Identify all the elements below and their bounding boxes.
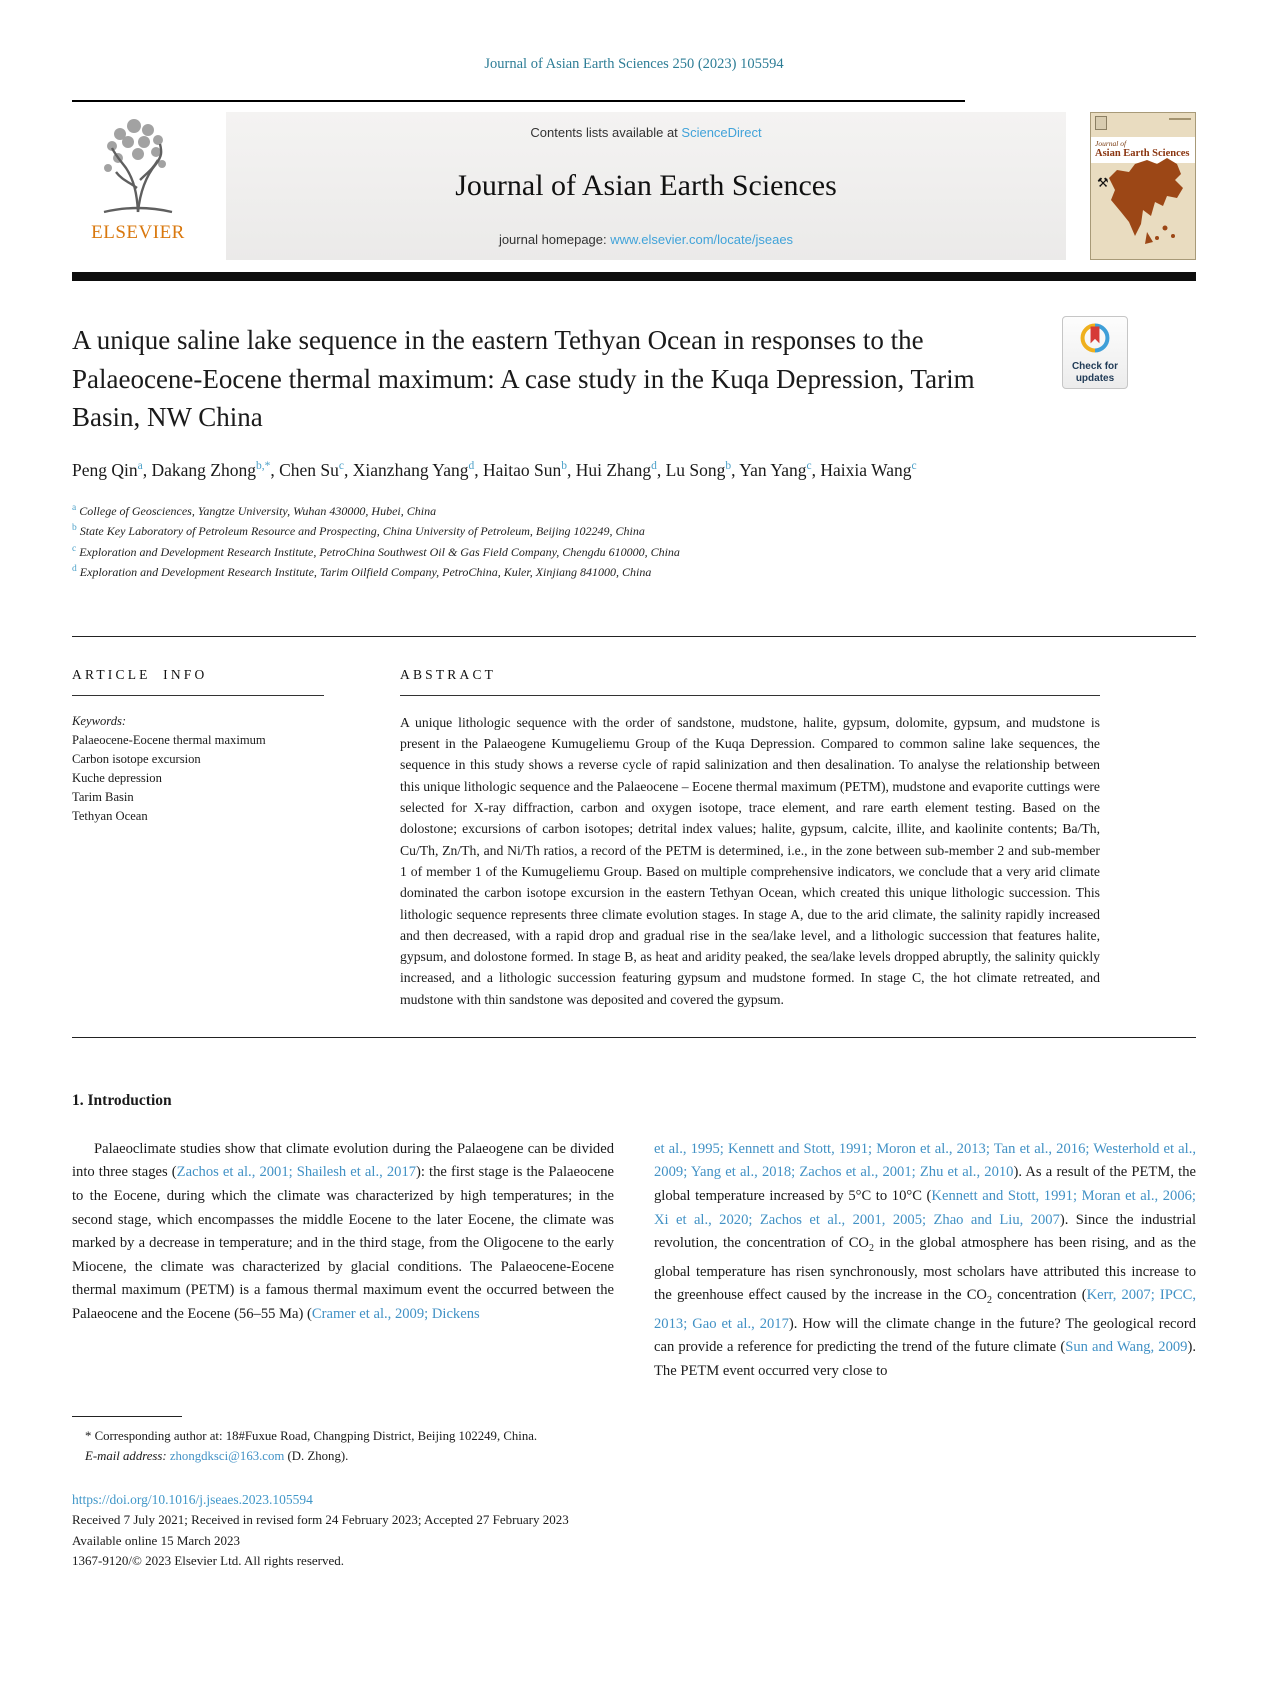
abstract-column xyxy=(400,667,1100,1037)
article-footer xyxy=(72,1490,1196,1572)
cover-issue-strip xyxy=(1169,118,1191,120)
author-name: Chen Su xyxy=(279,460,339,481)
received-dates: Received 7 July 2021; Received in revised form 24 February 2023; Accepted 27 February 2023 xyxy=(72,1512,569,1528)
section-divider xyxy=(72,1037,1196,1038)
affiliation xyxy=(72,561,1196,582)
author: Chen Su$^c$, xyxy=(279,460,349,481)
author: Peng Qin$^a$, xyxy=(72,460,148,481)
affiliation-text: Exploration and Development Research Institute, PetroChina Southwest Oil & Gas Field Company, Chengdu 610000, China xyxy=(79,544,680,559)
homepage-line xyxy=(236,232,1056,247)
citation-link[interactable]: Zachos et al., 2001; Shailesh et al., 2017 xyxy=(176,1164,417,1181)
homepage-prefix: journal homepage: xyxy=(498,232,611,247)
author: Haitao Sun$^b$, xyxy=(482,460,572,481)
keyword: Kuche depression xyxy=(72,770,162,785)
affiliation xyxy=(72,541,1196,562)
email-label: E-mail address: xyxy=(85,1448,167,1463)
author-name: Haixia Wang xyxy=(820,460,912,481)
keyword: Tarim Basin xyxy=(72,789,134,804)
author-superscript: c xyxy=(911,460,917,473)
journal-title: Journal of Asian Earth Sciences xyxy=(455,169,837,202)
author-name: Lu Song xyxy=(665,460,726,481)
citation-link[interactable]: Kerr, 2007; IPCC, 2013; Gao et al., 2017 xyxy=(654,1287,1196,1332)
author-name: Haitao Sun xyxy=(482,460,562,481)
email-line xyxy=(85,1446,1196,1466)
masthead-banner xyxy=(226,112,1066,260)
affiliation-text: College of Geosciences, Yangtze University, Wuhan 430000, Hubei, China xyxy=(79,503,437,518)
elsevier-logo[interactable] xyxy=(72,112,204,260)
author-superscript: b,* xyxy=(255,460,271,473)
author xyxy=(820,460,916,480)
elsevier-tree-icon xyxy=(90,112,186,221)
author-superscript: d xyxy=(468,460,475,473)
author-superscript: b xyxy=(725,460,732,473)
citation-link[interactable]: et al., 1995; Kennett and Stott, 1991; Moron et al., 2013; Tan et al., 2016; Westerhold et al., 2009; Yang et al., 2018; Zachos et al., 2001; Zhu et al., 2010 xyxy=(654,1140,1196,1181)
info-abstract-section xyxy=(72,667,1196,1037)
article-title: A unique saline lake sequence in the eastern Tethyan Ocean in responses to the Palaeocene-Eocene thermal maximum: A case study in the Kuqa Depression, Tarim Basin, NW China xyxy=(72,325,975,432)
keyword: Tethyan Ocean xyxy=(72,808,148,823)
email-link[interactable]: zhongdksci@163.com xyxy=(169,1448,285,1463)
elsevier-wordmark: ELSEVIER xyxy=(91,222,185,243)
keyword: Carbon isotope excursion xyxy=(72,751,201,766)
affiliation-superscript: b xyxy=(72,523,77,534)
author-superscript: c xyxy=(338,460,345,473)
footnote-divider xyxy=(72,1416,182,1417)
citation-link[interactable]: Sun and Wang, 2009 xyxy=(1065,1339,1188,1356)
crossed-hammers-icon: ⚒ xyxy=(1097,175,1109,190)
author-superscript: d xyxy=(651,460,657,473)
author-superscript: b xyxy=(561,460,567,473)
journal-homepage-link[interactable]: www.elsevier.com/locate/jseaes xyxy=(610,232,794,247)
author-name: Xianzhang Yang xyxy=(352,460,469,481)
affiliation-list xyxy=(72,500,1196,582)
affiliation-superscript: a xyxy=(72,502,77,513)
copyright-line: 1367-9120/© 2023 Elsevier Ltd. All rights reserved. xyxy=(72,1553,344,1569)
intro-paragraph-col2: et al., 1995; Kennett and Stott, 1991; Moron et al., 2013; Tan et al., 2016; Westerhold et al., 2009; Yang et al., 2018; Zachos et al., 2001; Zhu et al., 2010). As a result of the PETM, the global temperature increased by 5°C to 10°C (Kennett and Stott, 1991; Moran et al., 2006; Xi et al., 2020; Zachos et al., 2001, 2005; Zhao and Liu, 2007). Since the industrial revolution, the concentration of $CO_2$ in the global atmosphere has been rising, and as the global temperature has risen synchronously, most scholars have attributed this increase to the greenhouse effect caused by the increase in the $CO_2$ concentration (Kerr, 2007; IPCC, 2013; Gao et al., 2017). How will the climate change in the future? The geological record can provide a reference for predicting the trend of the future climate (Sun and Wang, 2009). The PETM event occurred very close to xyxy=(654,1140,1196,1379)
keywords-label: Keywords: xyxy=(72,713,127,728)
introduction-heading: 1. Introduction xyxy=(72,1091,172,1109)
cover-journal-of: Journal of xyxy=(1095,139,1127,148)
email-suffix: (D. Zhong). xyxy=(284,1448,349,1463)
badge-label-line2: updates xyxy=(1075,372,1115,384)
check-for-updates-badge[interactable] xyxy=(1062,316,1128,389)
contents-prefix: Contents lists available at xyxy=(530,125,682,140)
contents-line xyxy=(236,125,1056,140)
keyword: Palaeocene-Eocene thermal maximum xyxy=(72,732,266,747)
thick-divider xyxy=(72,272,1196,281)
introduction-body xyxy=(72,1138,1196,1384)
badge-label-line1: Check for xyxy=(1071,361,1119,372)
author-name: Hui Zhang xyxy=(575,460,652,481)
affiliation-superscript: c xyxy=(72,543,77,554)
author-superscript: c xyxy=(806,460,812,473)
header-citation: Journal of Asian Earth Sciences 250 (2023) 105594 xyxy=(484,56,784,72)
author: Dakang Zhong$^{b,*}$, xyxy=(151,460,275,481)
author-list xyxy=(72,454,1002,485)
author-name: Peng Qin xyxy=(72,460,138,481)
masthead xyxy=(72,112,1196,260)
affiliation xyxy=(72,520,1196,541)
author: Xianzhang Yang$^d$, xyxy=(352,460,479,481)
cover-title: Asian Earth Sciences xyxy=(1095,148,1190,159)
author: Hui Zhang$^d$, xyxy=(575,460,662,481)
author-superscript: a xyxy=(137,460,143,473)
journal-cover-thumbnail[interactable] xyxy=(1090,112,1196,260)
cover-elsevier-mark xyxy=(1095,116,1107,130)
abstract-heading: ABSTRACT xyxy=(400,666,497,682)
citation-link[interactable]: Kennett and Stott, 1991; Moran et al., 2006; Xi et al., 2020; Zachos et al., 2001, 2005; Zhao and Liu, 2007 xyxy=(654,1188,1196,1228)
author-name: Dakang Zhong xyxy=(151,460,256,481)
asia-map xyxy=(1093,148,1193,257)
available-online: Available online 15 March 2023 xyxy=(72,1532,240,1548)
affiliation-superscript: d xyxy=(72,564,77,575)
abstract-text: A unique lithologic sequence with the order of sandstone, mudstone, halite, gypsum, dolomite, gypsum, and mudstone is present in the Palaeogene Kumugeliemu Group of the Kuqa Depression. Compared to common saline lake sequences, the sequence in this study shows a reverse cycle of rapid salinization and then desalination. To analyse the relationship between this unique lithologic sequence and the Palaeocene – Eocene thermal maximum (PETM), mudstone and evaporite cuttings were selected for X-ray diffraction, carbon and oxygen isotope, trace element, and rare earth element testing. Based on the dolostone; excursions of carbon isotopes; detrital index values; halite, gypsum, calcite, illite, and kaolinite contents; Ba/Th, Cu/Th, Zn/Th, and Ni/Th ratios, a record of the PETM is determined, i.e., in the zone between sub-member 2 and sub-member 1 of member 1 of the Kumugeliemu Group. Based on multiple comprehensive indicators, we conclude that a very arid climate dominated the carbon isotope excursion in the eastern Tethyan Ocean, which created this unique lithologic succession. This lithologic sequence represents three climate evolution stages. In stage A, due to the arid climate, the salinity rapidly increased and then decreased, with a rapid drop and gradual rise in the sea/lake level, and a lithologic succession that features halite, gypsum, and dolostone formed. In stage B, as heat and aridity peaked, the sea/lake levels dropped abruptly, the salinity quickly increased, and a lithologic succession featuring gypsum and mudstone formed. In stage C, the hot climate retreated, and mudstone with thin sandstone was deposited and covered the gypsum. xyxy=(400,714,1100,1007)
section-divider xyxy=(72,636,1196,637)
affiliation-text: Exploration and Development Research Institute, Tarim Oilfield Company, PetroChina, Kuler, Xinjiang 841000, China xyxy=(79,565,652,580)
check-updates-icon xyxy=(1079,341,1111,358)
corresponding-author-note xyxy=(72,1426,1196,1466)
citation-link[interactable]: Cramer et al., 2009; Dickens xyxy=(311,1305,480,1322)
author: Yan Yang$^c$, xyxy=(739,460,817,481)
column-rule xyxy=(400,695,1100,696)
sciencedirect-link[interactable]: ScienceDirect xyxy=(681,125,762,140)
article-info-column xyxy=(72,667,324,1037)
author-name: Yan Yang xyxy=(739,460,807,481)
article-info-heading: ARTICLE INFO xyxy=(72,666,208,682)
affiliation-text: State Key Laboratory of Petroleum Resource and Prospecting, China University of Petroleum, Beijing 102249, China xyxy=(79,524,645,539)
column-rule xyxy=(72,695,324,696)
doi-link[interactable]: https://doi.org/10.1016/j.jseaes.2023.105594 xyxy=(72,1491,313,1507)
corresponding-author-line: * Corresponding author at: 18#Fuxue Road, Changping District, Beijing 102249, China. xyxy=(85,1428,538,1443)
intro-paragraph-col1: Palaeoclimate studies show that climate evolution during the Palaeogene can be divided into three stages (Zachos et al., 2001; Shailesh et al., 2017): the first stage is the Palaeocene to the Eocene, during which the climate was characterized by high temperatures; in the second stage, which encompasses the middle Eocene to the later Eocene, the climate was marked by a decrease in temperature; and in the third stage, from the Oligocene to the early Miocene, the climate was characterized by glacial conditions. The Palaeocene-Eocene thermal maximum (PETM) is a famous thermal maximum event the occurred between the Palaeocene and the Eocene (56–55 Ma) (Cramer et al., 2009; Dickens xyxy=(72,1140,615,1322)
author: Lu Song$^b$, xyxy=(665,460,736,481)
affiliation xyxy=(72,500,1196,521)
header-divider xyxy=(72,100,965,102)
